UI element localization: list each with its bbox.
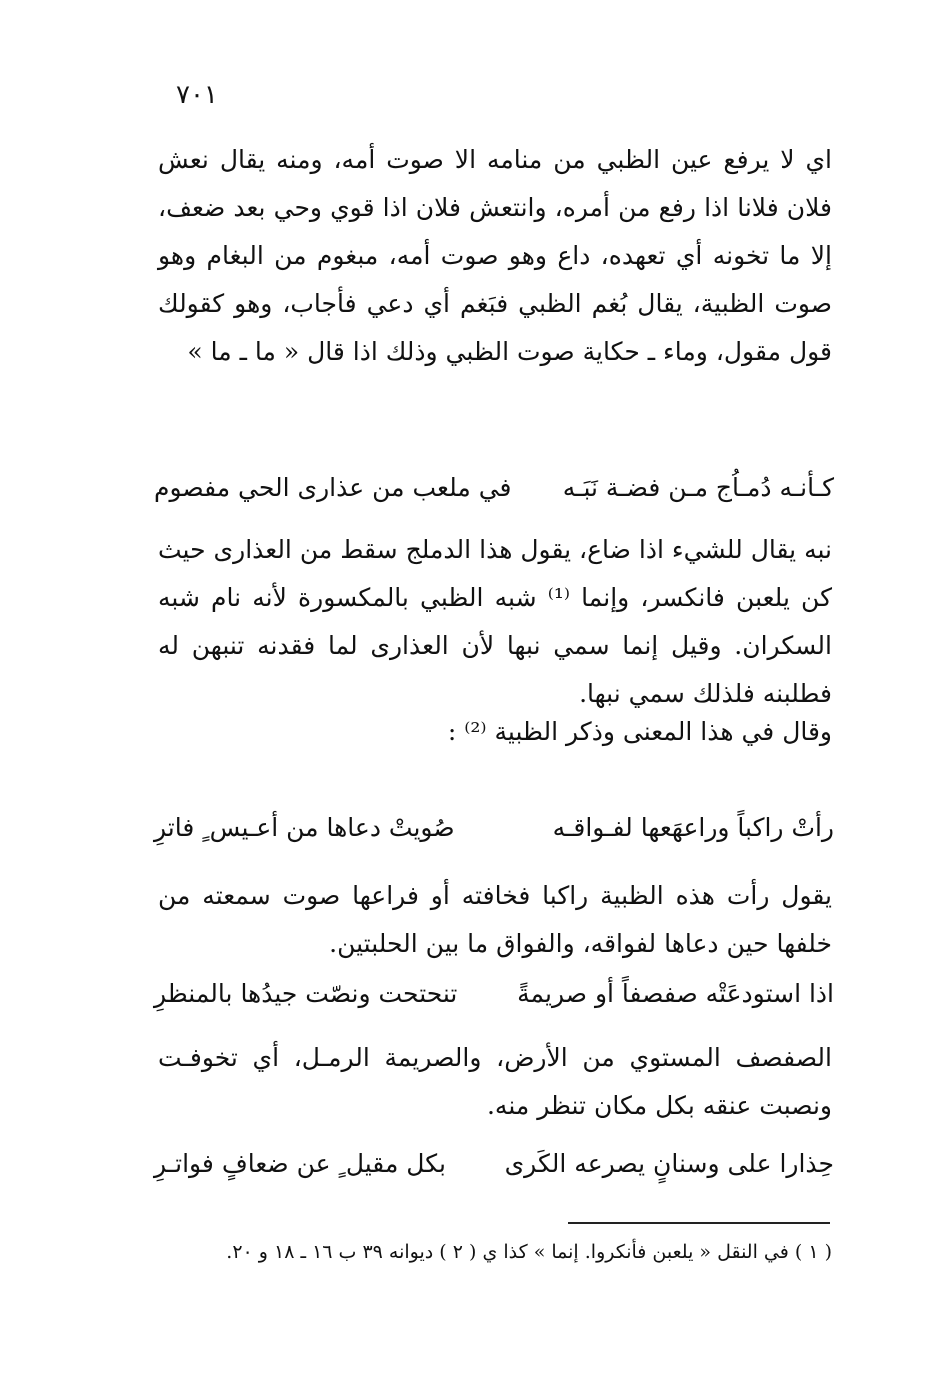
footnote-divider [568, 1222, 830, 1224]
verse-2-first-hemistich: رأتْ راكباً وراعهَعها لفـواقـه [552, 813, 834, 842]
verse-introduction [158, 708, 832, 756]
verse-2-second-hemistich: صُويتْ دعاها من أعـيس ٍ فاترِ [154, 813, 455, 842]
verse-4-second-hemistich: بكل مقيل ٍ عن ضعافٍ فواتـرِ [154, 1149, 446, 1178]
commentary-paragraph-4 [158, 1034, 832, 1130]
page-number: ٧٠١ [176, 80, 218, 110]
verse-1-second-hemistich: في ملعب من عذارى الحي مفصوم [154, 473, 512, 502]
footnotes: ( ١ ) في النقل « يلعبن فأنكروا. إنما » كذا ي ( ٢ ) ديوانه ٣٩ ب ١٦ ـ ١٨ و ٢٠. [226, 1241, 832, 1263]
verse-4 [154, 1140, 834, 1188]
commentary-paragraph-3 [158, 872, 832, 968]
verse-3-second-hemistich: تنحتحت ونصّت جيدُها بالمنظرِ [154, 979, 458, 1008]
commentary-paragraph-1 [158, 136, 832, 376]
paragraph-text: وقال في هذا المعنى وذكر الظبية ⁽²⁾ : [447, 717, 832, 746]
verse-4-first-hemistich: حِذارا على وسنانٍ يصرعه الكَرى [504, 1149, 834, 1178]
verse-2 [154, 804, 834, 852]
verse-1-first-hemistich: كـأنـه دُمـاُج مـن فضـة نَبَـه [562, 473, 834, 502]
paragraph-text: يقول رأت هذه الظبية راكبا فخافته أو فراعها صوت سمعته من خلفها حين دعاها لفواقه، والفواق ما بين الحلبتين. [158, 881, 832, 958]
paragraph-text: الصفصف المستوي من الأرض، والصريمة الرمـل، أي تخوفـت ونصبت عنقه بكل مكان تنظر منه. [158, 1043, 832, 1120]
verse-3-first-hemistich: اذا استودعَتْه صفصفاً أو صريمةً [517, 979, 834, 1008]
paragraph-text: اي لا يرفع عين الظبي من منامه الا صوت أمه، ومنه يقال نعش فلان فلانا اذا رفع من أمره، وانتعش فلان اذا قوي وحي بعد ضعف، إلا ما تخونه أي تعهده، داع وهو صوت أمه، مبغوم من البغام وهو صوت الظبية، يقال بُغم الظبي فبَغم أي دعي فأجاب، وهو كقولك قول مقول، وماء ـ حكاية صوت الظبي وذلك اذا قال « ما ـ ما » [158, 145, 832, 366]
paragraph-text: نبه يقال للشيء اذا ضاع، يقول هذا الدملج سقط من العذارى حيث كن يلعبن فانكسر، وإنما ⁽¹⁾ شبه الظبي بالمكسورة لأنه نام شبه السكران. وقيل إنما سمي نبها لأن العذارى لما فقدنه تنبهن له فطلبنه فلذلك سمي نبها. [158, 535, 832, 708]
verse-1 [154, 464, 834, 512]
verse-3 [154, 970, 834, 1018]
commentary-paragraph-2 [158, 526, 832, 718]
